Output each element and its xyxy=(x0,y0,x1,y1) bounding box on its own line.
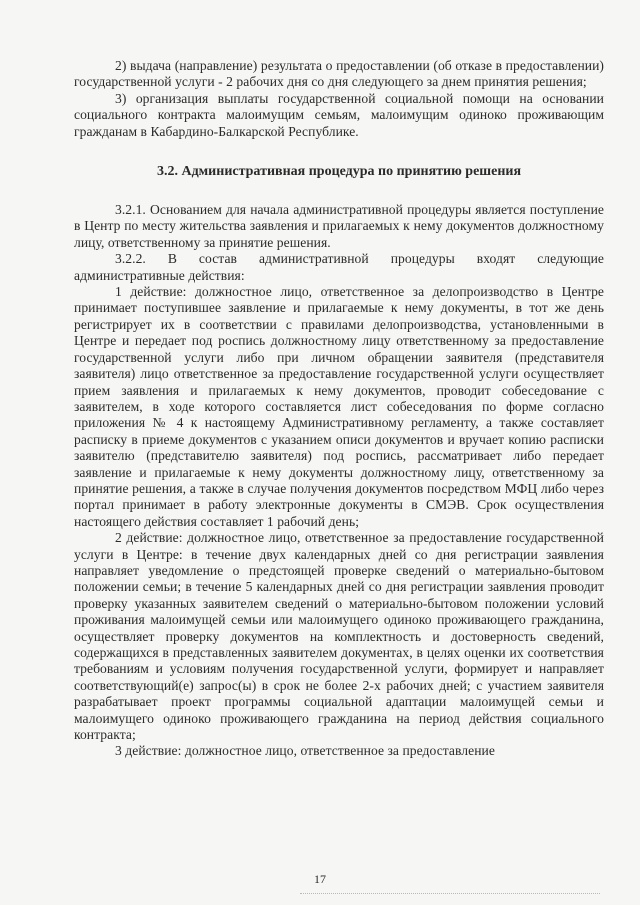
paragraph-action-3: 3 действие: должностное лицо, ответственное за предоставление xyxy=(115,743,495,759)
scan-artifact-line xyxy=(300,893,600,894)
paragraph-action-1: 1 действие: должностное лицо, ответственное за делопроизводство в Центре принимает поступившее заявление и прилагаемые к нему документы, в тот же день регистрирует их в соответствии с правилами делопроизводства, установленными в Центре и передает под роспись должностному лицу ответственному за предоставление государственной услуги либо при личном обращении заявителя (представителя заявителя) лицо ответственное за предоставление государственной услуги осуществляет прием заявления и прилагаемых к нему документов, проводит собеседование с заявителем, в ходе которого составляется лист собеседования по форме согласно приложения № 4 к настоящему Административному регламенту, а также составляет расписку в приеме документов с указанием описи документов и вручает копию расписки заявителю (представителю заявителя) под роспись, рассматривает либо передает заявление и прилагаемые к нему документы должностному лицу, ответственному за принятие решения, а также в случае получения документов посредством МФЦ либо через портал принимает в работу электронные документы в СМЭВ. Срок осуществления настоящего действия составляет 1 рабочий день; xyxy=(74,284,604,529)
paragraph-3-2-2: 3.2.2. В состав административной процедуры входят следующие административные действия: xyxy=(74,251,604,283)
paragraph-3-2-1: 3.2.1. Основанием для начала административной процедуры является поступление в Центр по месту жительства заявления и прилагаемых к нему документов должностному лицу, ответственному за принятие решения. xyxy=(74,202,604,250)
paragraph-action-2: 2 действие: должностное лицо, ответственное за предоставление государственной услуги в Центре: в течение двух календарных дней со дня регистрации заявления направляет уведомление о предстоящей проверке сведений о материально-бытовом положении семьи; в течение 5 календарных дней со дня регистрации заявления проводит проверку указанных заявителем сведений о материально-бытовом положении условий проживания малоимущей семьи или малоимущего одиноко проживающего гражданина, осуществляет проверку документов на комплектность и достоверность сведений, содержащихся в представленных заявителем документах, в целях оценки их соответствия требованиям и условиям получения государственной услуги, формирует и направляет соответствующий(е) запрос(ы) в срок не более 2-х рабочих дней; с участием заявителя разрабатывает проект программы социальной адаптации малоимущей семьи и малоимущего одиноко проживающего гражданина на период действия социального контракта; xyxy=(74,530,604,743)
paragraph-item-3: 3) организация выплаты государственной социальной помощи на основании социального контракта малоимущим семьям, малоимущим одиноко проживающим гражданам в Кабардино-Балкарской Республике. xyxy=(74,90,604,139)
section-heading: 3.2. Административная процедура по принятию решения xyxy=(156,164,522,180)
paragraph-item-2: 2) выдача (направление) результата о предоставлении (об отказе в предоставлении) государственной услуги - 2 рабочих дня со дня следующего за днем принятия решения; xyxy=(74,58,604,90)
page-number: 17 xyxy=(314,872,326,886)
